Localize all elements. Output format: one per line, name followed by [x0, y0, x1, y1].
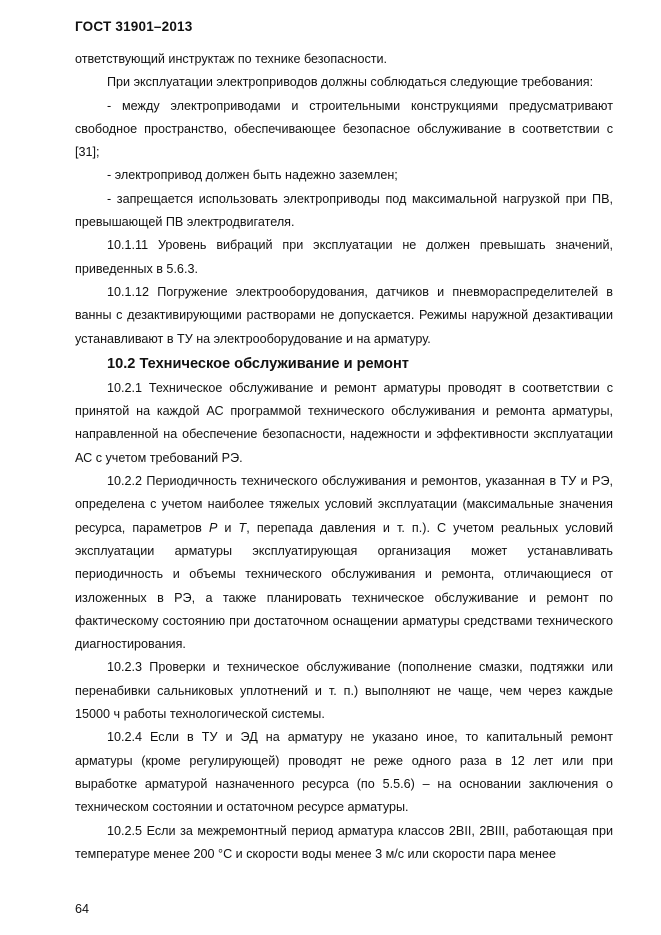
- clause-10-2-4: 10.2.4 Если в ТУ и ЭД на арматуру не указано иное, то капитальный ремонт арматуры (кроме регулирующей) проводят не реже одного раза в 12 лет или при выработке арматурой назначенного ресурса (по 5.5.6) – на основании заключения о техническом состоянии и остаточном ресурсе арматуры.: [75, 730, 613, 815]
- clause-text: и: [217, 520, 239, 535]
- clause-10-2-1: 10.2.1 Техническое обслуживание и ремонт арматуры проводят в соответствии с принятой на каждой АС программой технического обслуживания и ремонта арматуры, направленной на обеспечение безопасности, надежности и эффективности эксплуатации АС с учетом требований РЭ.: [75, 380, 613, 465]
- list-item: - между электроприводами и строительными конструкциями предусматривают свободное пространство, обеспечивающее безопасное обслуживание в соответствии с [31];: [75, 98, 613, 160]
- clause-text: , перепада давления и т. п.). С учетом реальных условий эксплуатации арматуры эксплуатирующая организация может устанавливать периодичность и объемы технического обслуживания и ремонта, отличающиеся от изложенных в РЭ, а также планировать техническое обслуживание и ремонт по фактическому состоянию при достаточном оснащении арматуры средствами технического диагностирования.: [75, 520, 613, 652]
- clause-10-2-2: [75, 470, 613, 656]
- list-item: - электропривод должен быть надежно заземлен;: [107, 168, 398, 183]
- variable-t: Т: [238, 520, 247, 535]
- paragraph: ответствующий инструктаж по технике безопасности.: [75, 52, 388, 66]
- list-item: - запрещается использовать электроприводы под максимальной нагрузкой при ПВ, превышающей ПВ электродвигателя.: [75, 191, 613, 230]
- clause-text: 10.2.2 Периодичность технического обслуживания и ремонтов, указанная в ТУ и РЭ, определена с учетом наиболее тяжелых условий эксплуатации (максимальные значения ресурса, параметров: [75, 474, 613, 535]
- document-header: ГОСТ 31901–2013: [75, 19, 193, 34]
- paragraph: При эксплуатации электроприводов должны соблюдаться следующие требования:: [107, 75, 594, 90]
- page-body: [75, 48, 613, 866]
- clause-10-2-5: 10.2.5 Если за межремонтный период арматура классов 2BII, 2BIII, работающая при температуре менее 200 °С и скорости воды менее 3 м/с или скорости пара менее: [75, 823, 613, 861]
- clause-10-2-3: 10.2.3 Проверки и техническое обслуживание (пополнение смазки, подтяжки или перенабивки сальниковых уплотнений и т. п.) выполняют не чаще, чем через каждые 15000 ч работы технологической системы.: [75, 660, 613, 722]
- page-number: 64: [75, 902, 90, 916]
- clause-10-1-11: 10.1.11 Уровень вибраций при эксплуатации не должен превышать значений, приведенных в 5.6.3.: [75, 238, 613, 276]
- variable-p: Р: [208, 520, 218, 535]
- section-heading: 10.2 Техническое обслуживание и ремонт: [107, 355, 409, 372]
- clause-10-1-12: 10.1.12 Погружение электрооборудования, датчиков и пневмораспределителей в ванны с дезактивирующими растворами не допускается. Режимы наружной дезактивации устанавливают в ТУ на электрооборудование и на арматуру.: [75, 284, 613, 346]
